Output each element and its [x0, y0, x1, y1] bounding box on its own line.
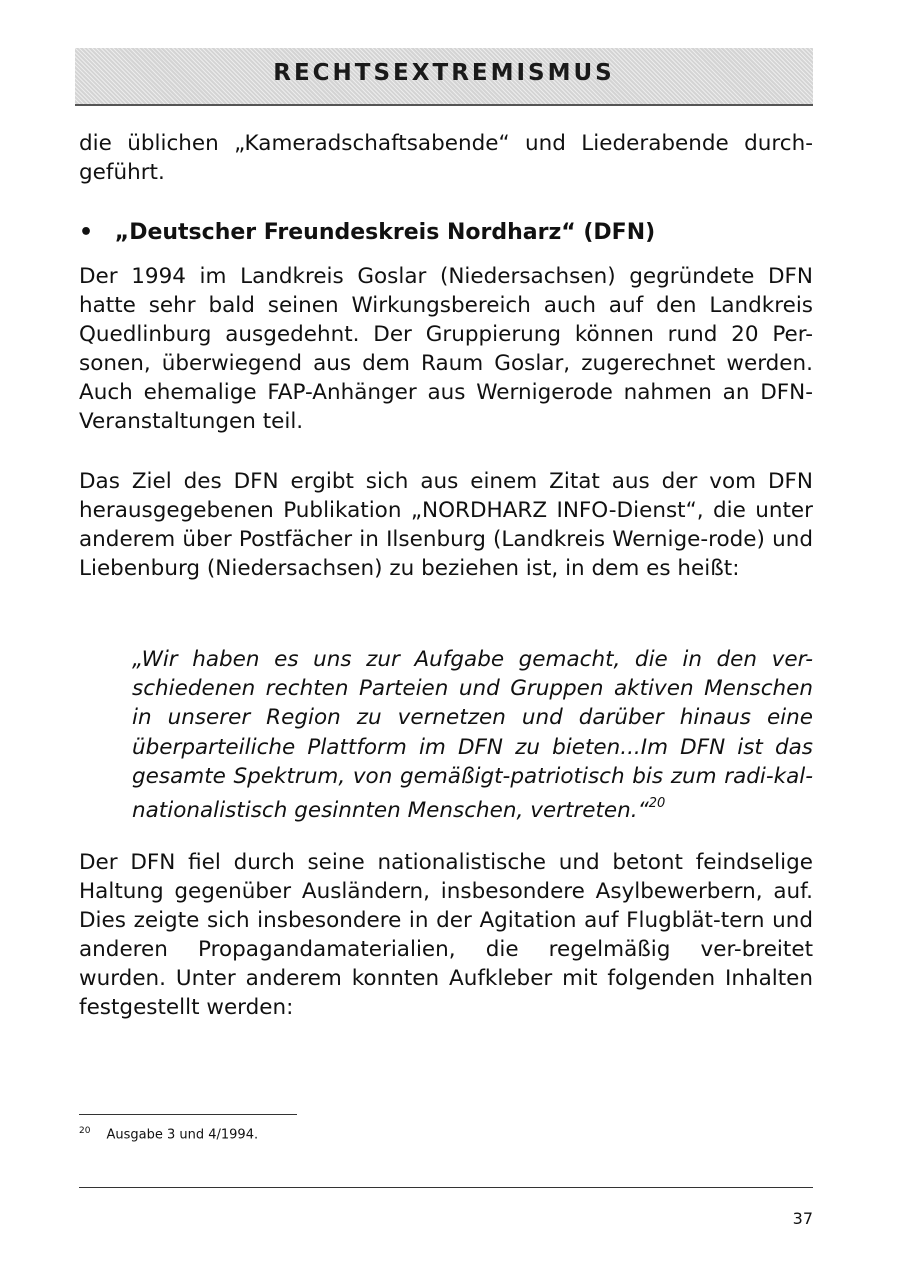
footnote-text: Ausgabe 3 und 4/1994. [106, 1127, 259, 1143]
chapter-header-band [75, 48, 813, 106]
section-heading-text: „Deutscher Freundeskreis Nordharz“ (DFN) [114, 220, 656, 245]
footnote [79, 1126, 258, 1142]
page-footer-divider [79, 1187, 813, 1188]
chapter-title: RECHTSEXTREMISMUS [273, 60, 615, 86]
section-heading [79, 218, 813, 247]
paragraph-dfn-agitation: Der DFN fiel durch seine nationalistische und betont feindselige Haltung gegenüber Ausländern, insbesondere Asylbewerbern, auf. Dies zeigte sich insbesondere in der Agitation auf Flugblät-tern und anderen Propagandamaterialien, die regelmäßig ver-breitet wurden. Unter anderem konnten Aufkleber mit folgenden Inhalten festgestellt werden: [79, 850, 813, 1020]
block-quote [132, 645, 813, 825]
paragraph-dfn-goal: Das Ziel des DFN ergibt sich aus einem Zitat aus der vom DFN herausgegebenen Publikation „NORDHARZ INFO-Dienst“, die unter anderem über Postfächer in Ilsenburg (Landkreis Wernige-rode) und Liebenburg (Niedersachsen) zu beziehen ist, in dem es heißt: [79, 469, 813, 581]
quote-text: „Wir haben es uns zur Aufgabe gemacht, die in den ver-schiedenen rechten Parteien und Gruppen aktiven Menschen in unserer Region zu vernetzen und darüber hinaus eine überparteiliche Plattform im DFN zu bieten...Im DFN ist das gesamte Spektrum, von gemäßigt-patriotisch bis zum radi-kal-nationalistisch gesinnten Menschen, vertreten.“ [132, 647, 813, 824]
continuation-line-1: die üblichen „Kameradschaftsabende“ und Liederabende durch- [79, 131, 813, 156]
page-number: 37 [792, 1209, 813, 1228]
continuation-line-2: geführt. [79, 160, 165, 185]
footnote-number: 20 [79, 1126, 91, 1136]
quote-footnote-ref: 20 [648, 796, 666, 812]
paragraph-dfn-founding: Der 1994 im Landkreis Goslar (Niedersachsen) gegründete DFN hatte sehr bald seinen Wirkungsbereich auch auf den Landkreis Quedlinburg ausgedehnt. Der Gruppierung können rund 20 Per-sonen, überwiegend aus dem Raum Goslar, zugerechnet werden. Auch ehemalige FAP-Anhänger aus Wernigerode nahmen an DFN-Veranstaltungen teil. [79, 264, 813, 434]
footnote-divider [79, 1114, 297, 1115]
bullet-icon: • [79, 220, 94, 245]
